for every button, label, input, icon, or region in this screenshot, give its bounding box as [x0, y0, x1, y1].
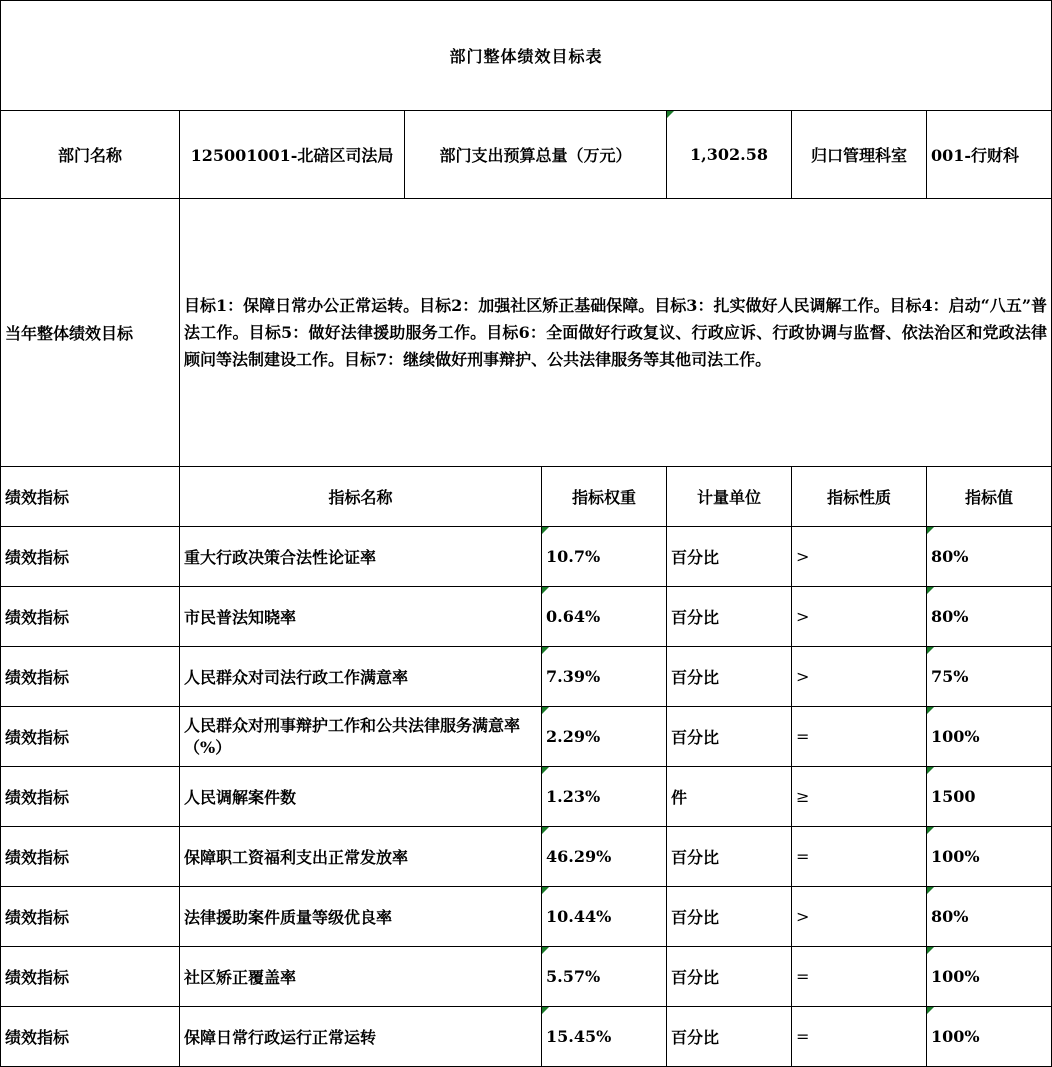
row-category: 绩效指标: [1, 587, 180, 647]
row-name[interactable]: 社区矫正覆盖率: [180, 947, 542, 1007]
dept-value[interactable]: 125001001-北碚区司法局: [180, 111, 405, 199]
row-nature[interactable]: ≥: [792, 767, 927, 827]
budget-label: 部门支出预算总量（万元）: [405, 111, 667, 199]
table-row: [1, 887, 1052, 947]
row-category: 绩效指标: [1, 887, 180, 947]
table-row: [1, 827, 1052, 887]
goal-label: 当年整体绩效目标: [1, 199, 180, 467]
goal-row: [1, 199, 1052, 467]
row-value[interactable]: 100%: [927, 947, 1052, 1007]
header-value: 指标值: [927, 467, 1052, 527]
row-weight[interactable]: 10.7%: [542, 527, 667, 587]
table-row: [1, 707, 1052, 767]
office-value[interactable]: 001-行财科: [927, 111, 1052, 199]
row-value[interactable]: 100%: [927, 707, 1052, 767]
row-weight[interactable]: 1.23%: [542, 767, 667, 827]
row-value[interactable]: 100%: [927, 827, 1052, 887]
row-weight[interactable]: 10.44%: [542, 887, 667, 947]
table-row: [1, 527, 1052, 587]
row-weight[interactable]: 46.29%: [542, 827, 667, 887]
row-unit[interactable]: 百分比: [667, 707, 792, 767]
row-weight[interactable]: 5.57%: [542, 947, 667, 1007]
title-row: [1, 1, 1052, 111]
row-value[interactable]: 100%: [927, 1007, 1052, 1067]
goal-text[interactable]: 目标1：保障日常办公正常运转。目标2：加强社区矫正基础保障。目标3：扎实做好人民调解工作。目标4：启动“八五”普法工作。目标5：做好法律援助服务工作。目标6：全面做好行政复议、行政应诉、行政协调与监督、依法治区和党政法律顾问等法制建设工作。目标7：继续做好刑事辩护、公共法律服务等其他司法工作。: [180, 199, 1052, 467]
row-unit[interactable]: 百分比: [667, 1007, 792, 1067]
table-row: [1, 947, 1052, 1007]
row-nature[interactable]: =: [792, 707, 927, 767]
row-weight[interactable]: 2.29%: [542, 707, 667, 767]
row-weight[interactable]: 7.39%: [542, 647, 667, 707]
header-row: [1, 467, 1052, 527]
row-value[interactable]: 80%: [927, 887, 1052, 947]
header-category: 绩效指标: [1, 467, 180, 527]
row-weight[interactable]: 0.64%: [542, 587, 667, 647]
table-row: [1, 647, 1052, 707]
row-unit[interactable]: 百分比: [667, 527, 792, 587]
row-value[interactable]: 1500: [927, 767, 1052, 827]
row-category: 绩效指标: [1, 707, 180, 767]
row-name[interactable]: 市民普法知晓率: [180, 587, 542, 647]
row-unit[interactable]: 百分比: [667, 947, 792, 1007]
info-row: [1, 111, 1052, 199]
row-nature[interactable]: >: [792, 887, 927, 947]
row-nature[interactable]: =: [792, 827, 927, 887]
row-nature[interactable]: >: [792, 587, 927, 647]
office-label: 归口管理科室: [792, 111, 927, 199]
row-value[interactable]: 75%: [927, 647, 1052, 707]
row-name[interactable]: 保障职工资福利支出正常发放率: [180, 827, 542, 887]
row-category: 绩效指标: [1, 1007, 180, 1067]
dept-label: 部门名称: [1, 111, 180, 199]
row-value[interactable]: 80%: [927, 527, 1052, 587]
row-nature[interactable]: >: [792, 647, 927, 707]
row-name[interactable]: 人民群众对刑事辩护工作和公共法律服务满意率（%）: [180, 707, 542, 767]
row-category: 绩效指标: [1, 827, 180, 887]
header-unit: 计量单位: [667, 467, 792, 527]
header-weight: 指标权重: [542, 467, 667, 527]
row-category: 绩效指标: [1, 767, 180, 827]
row-nature[interactable]: >: [792, 527, 927, 587]
row-unit[interactable]: 百分比: [667, 887, 792, 947]
row-nature[interactable]: =: [792, 1007, 927, 1067]
row-unit[interactable]: 百分比: [667, 827, 792, 887]
table-row: [1, 587, 1052, 647]
header-nature: 指标性质: [792, 467, 927, 527]
table-row: [1, 767, 1052, 827]
row-name[interactable]: 人民调解案件数: [180, 767, 542, 827]
row-unit[interactable]: 百分比: [667, 587, 792, 647]
row-name[interactable]: 法律援助案件质量等级优良率: [180, 887, 542, 947]
row-name[interactable]: 重大行政决策合法性论证率: [180, 527, 542, 587]
row-weight[interactable]: 15.45%: [542, 1007, 667, 1067]
row-unit[interactable]: 百分比: [667, 647, 792, 707]
row-unit[interactable]: 件: [667, 767, 792, 827]
budget-value[interactable]: 1,302.58: [667, 111, 792, 199]
row-category: 绩效指标: [1, 947, 180, 1007]
row-category: 绩效指标: [1, 647, 180, 707]
row-nature[interactable]: =: [792, 947, 927, 1007]
header-name: 指标名称: [180, 467, 542, 527]
row-category: 绩效指标: [1, 527, 180, 587]
table-row: [1, 1007, 1052, 1067]
page-title: 部门整体绩效目标表: [1, 1, 1052, 111]
row-name[interactable]: 人民群众对司法行政工作满意率: [180, 647, 542, 707]
row-value[interactable]: 80%: [927, 587, 1052, 647]
row-name[interactable]: 保障日常行政运行正常运转: [180, 1007, 542, 1067]
